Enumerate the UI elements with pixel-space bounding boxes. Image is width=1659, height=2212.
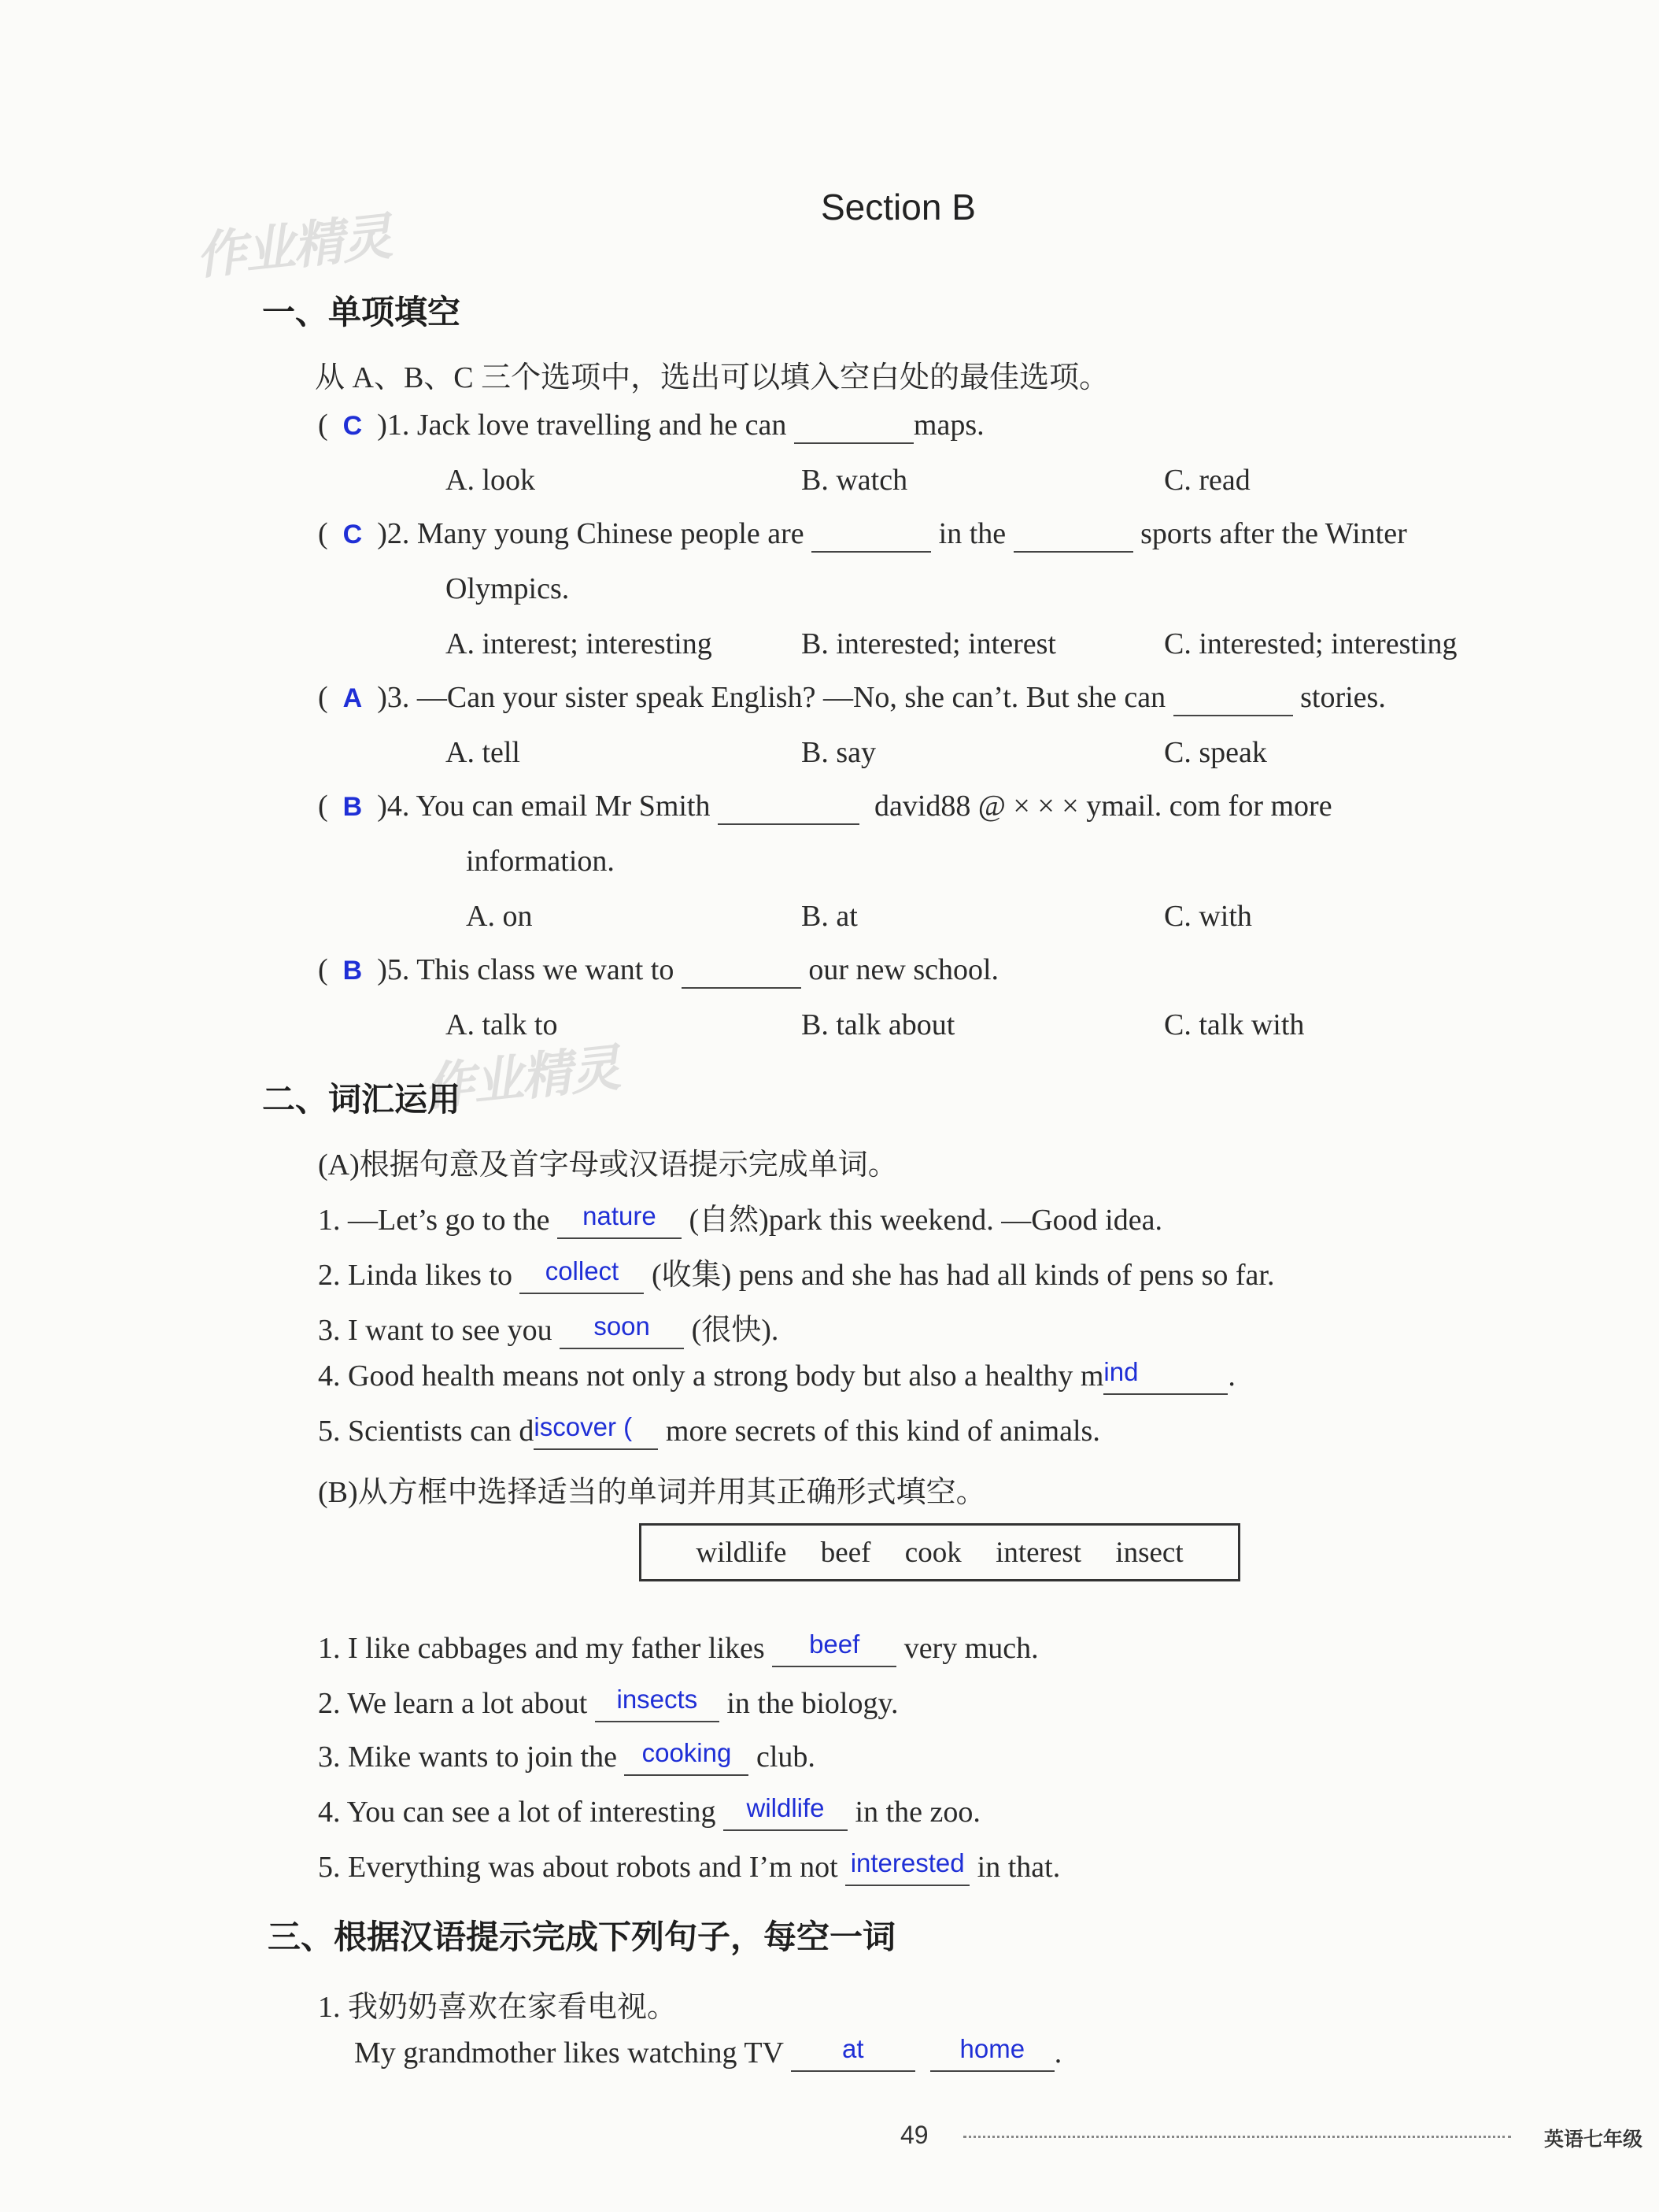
answer: nature	[582, 1201, 656, 1230]
answer: insects	[616, 1685, 698, 1714]
option-c: C. speak	[1164, 736, 1267, 769]
book-label: 英语七年级	[1544, 2129, 1643, 2151]
option-b: B. talk about	[801, 1008, 955, 1041]
answer: home	[959, 2034, 1025, 2063]
word-box-item: wildlife	[696, 1536, 787, 1569]
vocab-b-5: 5. Everything was about robots and I’m not interested in that.	[318, 1850, 1060, 1886]
vocab-b-2: 2. We learn a lot about insects in the biology.	[318, 1686, 899, 1722]
instruction: 从 A、B、C 三个选项中，选出可以填入空白处的最佳选项。	[315, 361, 1110, 394]
blank	[811, 516, 931, 553]
answer: soon	[593, 1311, 650, 1341]
option-a: A. tell	[445, 736, 520, 769]
option-b: B. watch	[801, 464, 908, 497]
answer: B	[342, 792, 363, 822]
option-a: A. interest; interesting	[445, 627, 712, 660]
answer: wildlife	[746, 1793, 825, 1822]
section-heading-2: 二、词汇运用	[262, 1081, 461, 1118]
option-c: C. with	[1164, 900, 1252, 933]
answer: interested	[850, 1848, 965, 1877]
watermark: 作业精灵	[193, 208, 394, 285]
blank	[1014, 516, 1133, 553]
answer: beef	[809, 1629, 860, 1659]
answer: cooking	[641, 1738, 732, 1767]
question-1: ( C )1. Jack love travelling and he can maps.	[318, 408, 985, 444]
blank	[1173, 680, 1293, 716]
question-2: ( C )2. Many young Chinese people are in the sports after the Winter	[318, 516, 1407, 553]
vocab-a-4: 4. Good health means not only a strong body but also a healthy mind .	[318, 1359, 1236, 1395]
footer-divider	[963, 2136, 1511, 2138]
sentence-1-chinese: 1. 我奶奶喜欢在家看电视。	[318, 1991, 678, 2024]
page-title: Section B	[821, 187, 976, 227]
option-b: B. interested; interest	[801, 627, 1056, 660]
word-box-item: cook	[904, 1536, 962, 1569]
vocab-a-1: 1. —Let’s go to the nature (自然)park this weekend. —Good idea.	[318, 1195, 1162, 1239]
answer: iscover (	[534, 1412, 633, 1441]
vocab-a-5: 5. Scientists can discover ( more secrets of this kind of animals.	[318, 1414, 1100, 1450]
option-a: A. on	[466, 900, 533, 933]
word-box-item: interest	[996, 1536, 1081, 1569]
sentence-1-english: My grandmother likes watching TV at home .	[354, 2036, 1062, 2072]
option-c: C. read	[1164, 464, 1251, 497]
question-4-cont: information.	[466, 845, 615, 878]
vocab-b-4: 4. You can see a lot of interesting wildlife in the zoo.	[318, 1795, 981, 1831]
vocab-b-1: 1. I like cabbages and my father likes beef very much.	[318, 1631, 1039, 1667]
answer: C	[342, 520, 363, 549]
option-c: C. interested; interesting	[1164, 627, 1458, 660]
option-b: B. say	[801, 736, 876, 769]
blank	[718, 789, 859, 825]
section-heading-1: 一、单项填空	[262, 294, 461, 331]
vocab-a-3: 3. I want to see you soon (很快).	[318, 1305, 778, 1349]
option-a: A. talk to	[445, 1008, 558, 1041]
word-box-item: beef	[820, 1536, 871, 1569]
question-2-cont: Olympics.	[445, 572, 570, 605]
sub-instruction-b: (B)从方框中选择适当的单词并用其正确形式填空。	[318, 1476, 986, 1509]
question-5: ( B )5. This class we want to our new school.	[318, 952, 999, 989]
option-c: C. talk with	[1164, 1008, 1305, 1041]
question-3: ( A )3. —Can your sister speak English? —No, she can’t. But she can stories.	[318, 680, 1386, 716]
option-a: A. look	[445, 464, 535, 497]
question-4: ( B )4. You can email Mr Smith david88 @ × × × ymail. com for more	[318, 789, 1332, 825]
word-box	[639, 1523, 1240, 1581]
answer: B	[342, 956, 363, 986]
answer: ind	[1103, 1357, 1139, 1386]
answer: collect	[545, 1256, 619, 1285]
answer: C	[342, 411, 363, 441]
word-box-item: insect	[1115, 1536, 1184, 1569]
option-b: B. at	[801, 900, 858, 933]
blank	[794, 408, 914, 444]
answer: at	[842, 2034, 864, 2063]
section-heading-3: 三、根据汉语提示完成下列句子，每空一词	[268, 1918, 896, 1955]
vocab-a-2: 2. Linda likes to collect (收集) pens and she has had all kinds of pens so far.	[318, 1250, 1274, 1294]
page-number: 49	[900, 2121, 929, 2149]
sub-instruction-a: (A)根据句意及首字母或汉语提示完成单词。	[318, 1149, 898, 1182]
vocab-b-3: 3. Mike wants to join the cooking club.	[318, 1740, 815, 1776]
watermark: 作业精灵	[421, 1039, 622, 1116]
blank	[682, 952, 801, 989]
answer: A	[342, 683, 363, 713]
